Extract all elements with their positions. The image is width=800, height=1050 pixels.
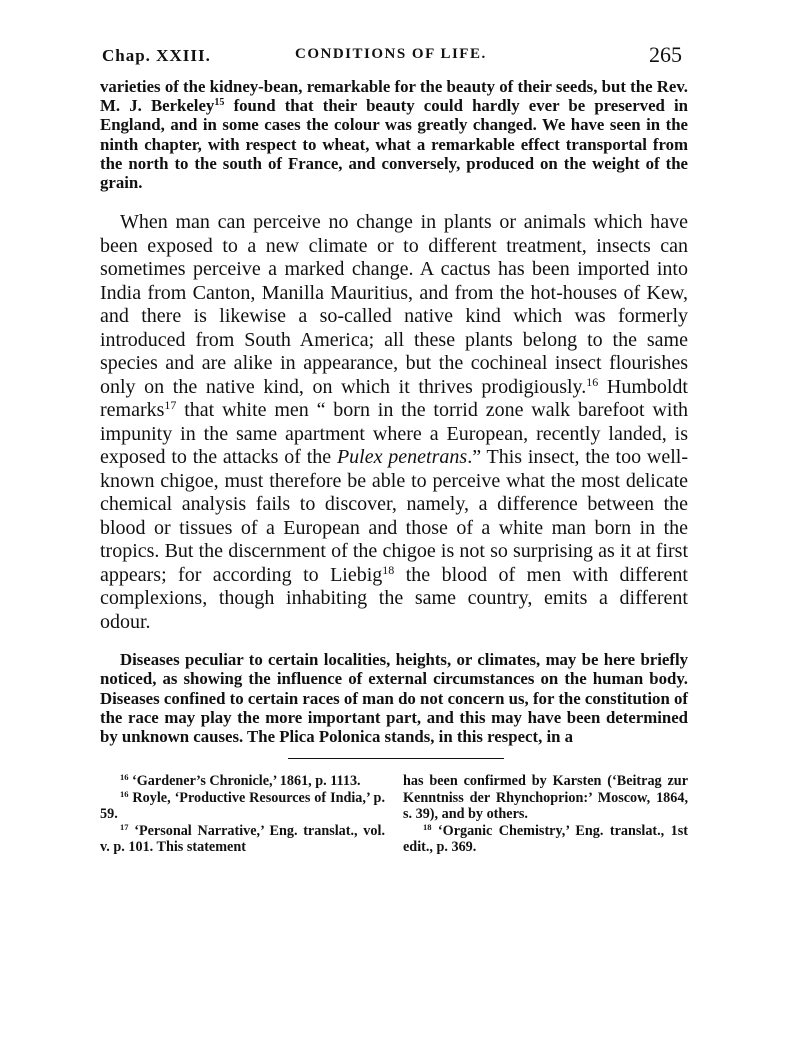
footnote-ref-15: 15: [214, 97, 225, 109]
paragraph-text: varieties of the kidney-bean, remarkable for the beauty of their seeds, but the Rev. M. J. Berkeley: [100, 77, 688, 116]
footnote-ref-17: 17: [164, 398, 177, 413]
chapter-label: Chap. XXIII.: [102, 46, 211, 65]
paragraph-text: When man can perceive no change in plants or animals which have been exposed to a new climate or to different treatment, insects can sometimes perceive a marked change. A cactus has been imported into India from Canton, Manilla Mauritius, and from the hot-houses of Kew, and there is likewise a so-called native kind which was formerly introduced from South America; all these plants belong to the same species and are alike in appearance, but the cochineal insect flourishes only on the native kind, on which it thrives prodigiously.: [100, 211, 688, 398]
paragraph-text: the blood of men with different complexions, though inhabiting the same country, emits a different odour.: [100, 563, 688, 633]
footnotes: [100, 773, 688, 856]
footnote-17: [100, 823, 385, 856]
footnote-18: [403, 823, 688, 856]
footnote-16-royle: [100, 790, 385, 823]
footnote-text: ‘Organic Chemistry,’ Eng. translat., 1st edit., p. 369.: [403, 822, 688, 856]
paragraph-text: .” This insect, the too well-known chigoe, must therefore be able to perceive what the most delicate chemical analysis fails to discover, namely, a difference between the blood or tissues of a European and those of a white man born in the tropics. But the discernment of the chigoe is not so surprising as it at first appears; for according to Liebig: [100, 446, 689, 586]
footnote-number: 16: [120, 772, 129, 783]
footnote-divider: [288, 758, 504, 759]
running-title: CONDITIONS OF LIFE.: [295, 46, 487, 62]
footnote-number: 17: [120, 821, 129, 832]
footnote-ref-18: 18: [382, 562, 395, 577]
footnote-number: 16: [120, 788, 129, 799]
paragraph-text: found that their beauty could hardly ever be preserved in England, and in some cases the colour was greatly changed. We have seen in the ninth chapter, with respect to wheat, what a remarkable effect transportal from the north to the south of France, and conversely, produced on the weight of the grain.: [100, 96, 689, 193]
page-header: [100, 40, 688, 74]
book-page: [100, 40, 688, 856]
paragraph-diseases: Diseases peculiar to certain localities, heights, or climates, may be here briefly noticed, as showing the influence of external circumstances on the human body. Diseases confined to certain races of man do not concern us, for the constitution of the race may play the more important part, and this may have been determined by unknown causes. The Plica Polonica stands, in this respect, in a: [100, 650, 688, 747]
footnote-text: Royle, ‘Productive Resources of India,’ p. 59.: [100, 789, 385, 823]
footnote-number: 18: [423, 821, 432, 832]
species-name: Pulex penetrans: [336, 446, 468, 469]
footnotes-left-column: [100, 773, 385, 856]
footnote-16-gardener: [100, 773, 385, 790]
paragraph-text: Humboldt remarks: [100, 375, 688, 422]
page-number: 265: [649, 42, 682, 67]
paragraph-text: that white men “ born in the torrid zone walk barefoot with impunity in the same apartment where a European, recently landed, is exposed to the attacks of the: [100, 399, 688, 469]
footnotes-right-column: [403, 773, 688, 856]
paragraph-kidney-bean: [100, 77, 688, 192]
footnote-text: ‘Personal Narrative,’ Eng. translat., vol. v. p. 101. This statement: [100, 822, 385, 856]
paragraph-insects-perception: [100, 211, 688, 634]
footnote-text: ‘Gardener’s Chronicle,’ 1861, p. 1113.: [128, 773, 361, 790]
footnote-ref-16: 16: [586, 374, 599, 389]
footnote-17-continued: has been confirmed by Karsten (‘Beitrag zur Kenntniss der Rhynchoprion:’ Moscow, 1864, s. 39), and by others.: [403, 773, 688, 823]
